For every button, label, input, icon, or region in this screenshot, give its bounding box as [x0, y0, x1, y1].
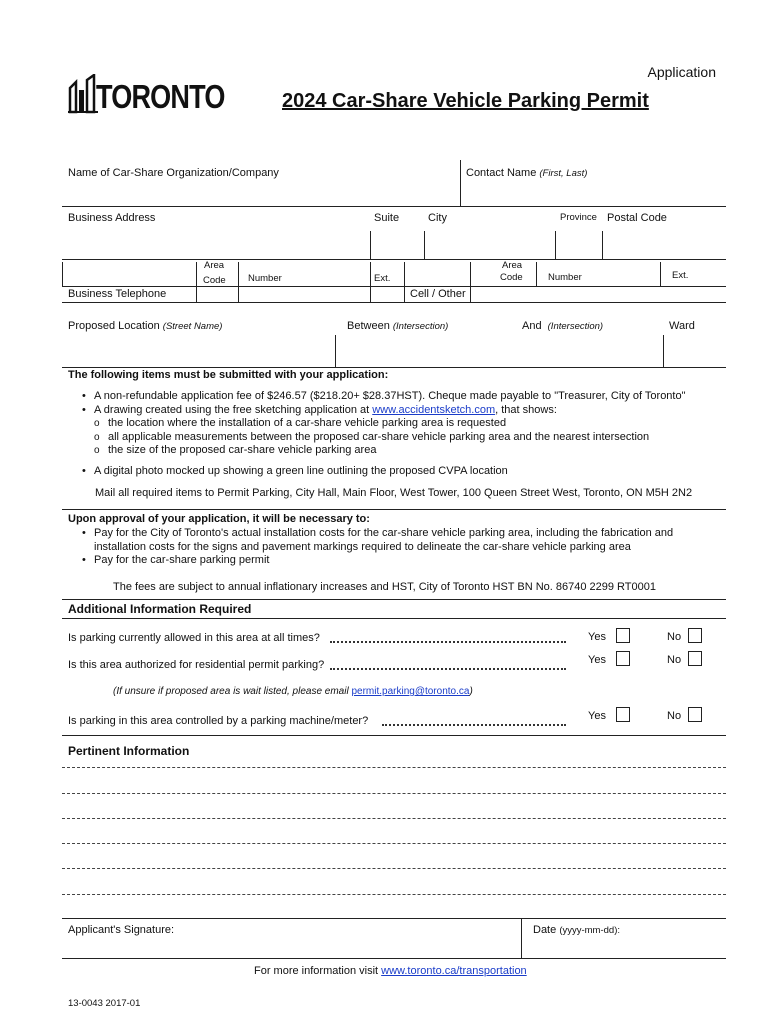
and-label: And (Intersection)	[522, 320, 604, 332]
number-label: Number	[248, 273, 282, 284]
divider	[460, 160, 461, 206]
divider	[62, 958, 726, 959]
applicant-signature-label: Applicant's Signature:	[68, 924, 175, 936]
waitlist-note: (If unsure if proposed area is wait listed, please email permit.parking@toronto.ca)	[113, 686, 473, 697]
divider	[238, 262, 239, 302]
list-item: • A non-refundable application fee of $246.57 ($218.20+ $28.37HST). Cheque made payable to "Treasurer, City of Toronto"	[80, 390, 730, 404]
more-info-text: For more information visit www.toronto.ca/transportation	[254, 965, 527, 977]
list-item: • A drawing created using the free sketching application at www.accidentsketch.com, that shows: o the location where the installation of a car-share vehicle parking area is requested o all applicable measurements between the proposed car-share vehicle parking area and the nearest intersection o the size of the proposed car-share vehicle parking area	[80, 404, 730, 458]
ward-label: Ward	[669, 320, 695, 332]
yes-label: Yes	[588, 710, 606, 722]
divider	[335, 335, 336, 367]
between-label: Between (Intersection)	[347, 320, 449, 332]
divider	[62, 599, 726, 600]
q3-no-checkbox[interactable]	[688, 707, 702, 722]
area-label-2: Area	[502, 260, 523, 271]
leader-dots	[330, 641, 566, 643]
list-item: • A digital photo mocked up showing a green line outlining the proposed CVPA location	[80, 465, 730, 479]
divider	[370, 262, 371, 302]
requirements-heading: The following items must be submitted with your application:	[68, 369, 389, 381]
divider	[196, 262, 197, 302]
divider	[62, 618, 726, 619]
application-label: Application	[647, 64, 716, 80]
toronto-logo	[68, 72, 225, 115]
additional-info-heading: Additional Information Required	[68, 602, 252, 616]
code-label-2: Code	[500, 272, 523, 283]
list-item: • Pay for the car-share parking permit	[80, 554, 730, 568]
province-label: Province	[560, 212, 597, 223]
list-item: • Pay for the City of Toronto's actual installation costs for the car-share vehicle parking area, including the fabrication and installation costs for the signs and pavement markings required to delineate the car-share vehicle parking area	[80, 527, 730, 554]
city-hall-icon	[68, 74, 98, 114]
no-label: No	[667, 631, 682, 643]
pertinent-line[interactable]	[62, 894, 726, 895]
list-item: o the location where the installation of a car-share vehicle parking area is requested	[94, 417, 730, 431]
no-label: No	[667, 654, 682, 666]
question-parking-machine: Is parking in this area controlled by a parking machine/meter?	[68, 715, 369, 727]
pertinent-line[interactable]	[62, 793, 726, 794]
q1-yes-checkbox[interactable]	[616, 628, 630, 643]
divider	[470, 262, 471, 302]
number-label-2: Number	[548, 272, 582, 283]
org-name-label: Name of Car-Share Organization/Company	[68, 167, 279, 179]
ext-label-2: Ext.	[672, 270, 689, 281]
divider	[62, 262, 63, 286]
date-label: Date (yyyy-mm-dd):	[533, 924, 621, 936]
divider	[602, 231, 603, 259]
divider	[404, 262, 405, 302]
divider	[660, 262, 661, 286]
yes-label: Yes	[588, 631, 606, 643]
q2-yes-checkbox[interactable]	[616, 651, 630, 666]
question-parking-allowed: Is parking currently allowed in this area at all times?	[68, 632, 320, 644]
postal-code-label: Postal Code	[607, 212, 667, 224]
pertinent-line[interactable]	[62, 868, 726, 869]
list-item: o all applicable measurements between the proposed car-share vehicle parking area and the nearest intersection	[94, 431, 730, 445]
logo-wordmark: TORONTO	[96, 78, 225, 115]
form-code: 13-0043 2017-01	[68, 998, 141, 1009]
proposed-location-label: Proposed Location (Street Name)	[68, 320, 223, 332]
code-label: Code	[203, 275, 226, 286]
list-item: o the size of the proposed car-share vehicle parking area	[94, 444, 730, 458]
q2-no-checkbox[interactable]	[688, 651, 702, 666]
q1-no-checkbox[interactable]	[688, 628, 702, 643]
photo-list	[80, 465, 730, 479]
divider	[62, 259, 726, 260]
pertinent-info-heading: Pertinent Information	[68, 744, 190, 758]
toronto-transportation-link[interactable]: www.toronto.ca/transportation	[381, 965, 527, 977]
divider	[62, 206, 726, 207]
cell-other-label: Cell / Other	[410, 288, 466, 300]
page-title: 2024 Car-Share Vehicle Parking Permit	[282, 90, 649, 112]
business-address-label: Business Address	[68, 212, 156, 224]
divider	[370, 231, 371, 259]
divider	[555, 231, 556, 259]
fees-note: The fees are subject to annual inflationary increases and HST, City of Toronto HST BN No. 86740 2299 RT0001	[113, 581, 656, 593]
pertinent-line[interactable]	[62, 843, 726, 844]
approval-heading: Upon approval of your application, it will be necessary to:	[68, 513, 370, 525]
q3-yes-checkbox[interactable]	[616, 707, 630, 722]
requirements-list	[80, 390, 730, 458]
business-telephone-label: Business Telephone	[68, 288, 167, 300]
divider	[62, 367, 726, 368]
permit-parking-email-link[interactable]: permit.parking@toronto.ca	[351, 686, 470, 697]
leader-dots	[330, 668, 566, 670]
pertinent-line[interactable]	[62, 767, 726, 768]
approval-list	[80, 527, 730, 568]
area-label: Area	[204, 260, 225, 271]
divider	[62, 509, 726, 510]
no-label: No	[667, 710, 682, 722]
pertinent-line[interactable]	[62, 818, 726, 819]
leader-dots	[382, 724, 566, 726]
divider	[521, 918, 522, 958]
divider	[62, 302, 726, 303]
drawing-sublist	[94, 417, 730, 458]
divider	[424, 231, 425, 259]
suite-label: Suite	[374, 212, 400, 224]
divider	[62, 918, 726, 919]
question-residential-permit: Is this area authorized for residential permit parking?	[68, 659, 325, 671]
divider	[536, 262, 537, 286]
yes-label: Yes	[588, 654, 606, 666]
ext-label: Ext.	[374, 273, 391, 284]
accidentsketch-link[interactable]: www.accidentsketch.com	[372, 403, 496, 416]
contact-name-label: Contact Name (First, Last)	[466, 167, 588, 179]
divider	[663, 335, 664, 367]
mail-instructions: Mail all required items to Permit Parking, City Hall, Main Floor, West Tower, 100 Queen Street West, Toronto, ON M5H 2N2	[95, 487, 693, 499]
city-label: City	[428, 212, 447, 224]
divider	[62, 735, 726, 736]
divider	[62, 286, 726, 287]
